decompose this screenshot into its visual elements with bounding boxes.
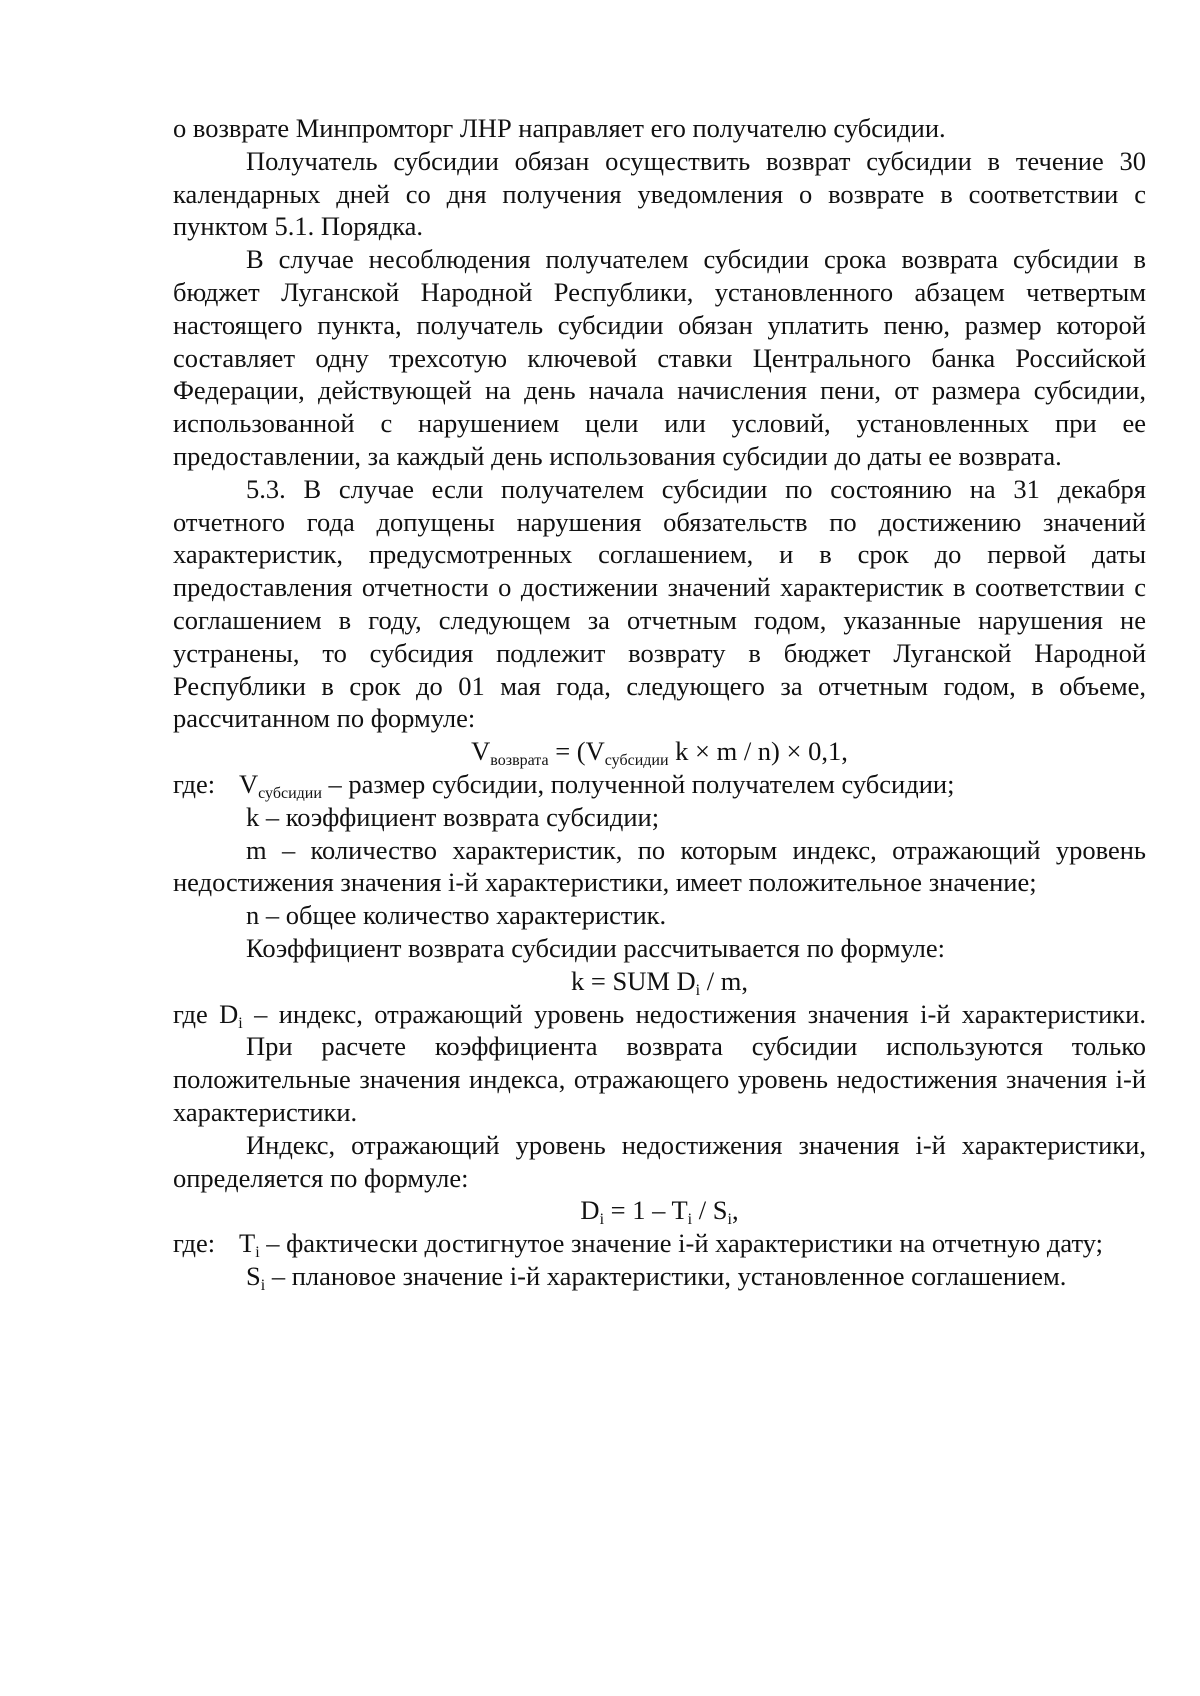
formula-coefficient: k = SUM $D_i$ / m, [571, 965, 748, 999]
paragraph-5-3: 5.3. В случае если получателем субсидии по состоянию на 31 декабря отчетного года допущены нарушения обязательств по достижению значений характеристик, предусмотренных соглашением, и в срок до первой даты предоставления отчетности о достижении значений характеристик в соответствии с соглашением в году, следующем за отчетным годом, указанные нарушения не устранены, то субсидия подлежит возврату в бюджет Луганской Народной Республики в срок до 01 мая года, следующего за отчетным годом, в объеме, рассчитанном по формуле: [173, 473, 1146, 734]
paragraph-return-deadline: Получатель субсидии обязан осуществить возврат субсидии в течение 30 календарных дней со дня получения уведомления о возврате в соответствии с пунктом 5.1. Порядка. [173, 145, 1146, 242]
paragraph-index-formula: Индекс, отражающий уровень недостижения значения i-й характеристики, определяется по формуле: [173, 1129, 1146, 1193]
paragraph-coefficient: Коэффициент возврата субсидии рассчитывается по формуле: [246, 932, 946, 963]
paragraph-calc-positive: При расчете коэффициента возврата субсидии используются только положительные значения индекса, отражающего уровень недостижения значения i-й характеристики. [173, 1031, 1146, 1127]
paragraph-penalty: В случае несоблюдения получателем субсидии срока возврата субсидии в бюджет Луганской Народной Республики, установленного абзацем четвертым настоящего пункта, получатель субсидии обязан уплатить пеню, размер которой составляет одну трехсотую ключевой ставки Центрального банка Российской Федерации, действующей на день начала начисления пени, от размера субсидии, использованной с нарушением цели или условий, установленных при ее предоставлении, за каждый день использования субсидии до даты ее возврата. [173, 244, 1146, 471]
definition-k: k – коэффициент возврата субсидии; [246, 801, 660, 832]
definition-t-actual: где: $T_i$ – фактически достигнутое значение i-й характеристики на отчетную дату; [173, 1228, 1103, 1262]
formula-index: $D_i = 1 - T_i / S_i$, [580, 1195, 739, 1229]
paragraph-return-notice: о возврате Минпромторг ЛНР направляет его получателю субсидии. [173, 113, 946, 143]
formula-return-volume: $V_{возврата} = (V_{субсидии}$ k × m / n) × 0,1, [471, 736, 848, 770]
definition-d-index: где $D_i$ – индекс, отражающий уровень недостижения значения i-й характеристики. [173, 998, 1146, 1032]
definition-m: m – количество характеристик, по которым индекс, отражающий уровень недостижения значения i-й характеристики, имеет положительное значение; [173, 834, 1146, 898]
definition-n: n – общее количество характеристик. [246, 900, 667, 931]
definition-v-subsidy: где: $V_{субсидии}$ – размер субсидии, полученной получателем субсидии; [173, 768, 955, 802]
document-page [173, 112, 1146, 1293]
definition-s-planned: $S_i$ – плановое значение i-й характеристики, установленное соглашением. [246, 1260, 1067, 1294]
